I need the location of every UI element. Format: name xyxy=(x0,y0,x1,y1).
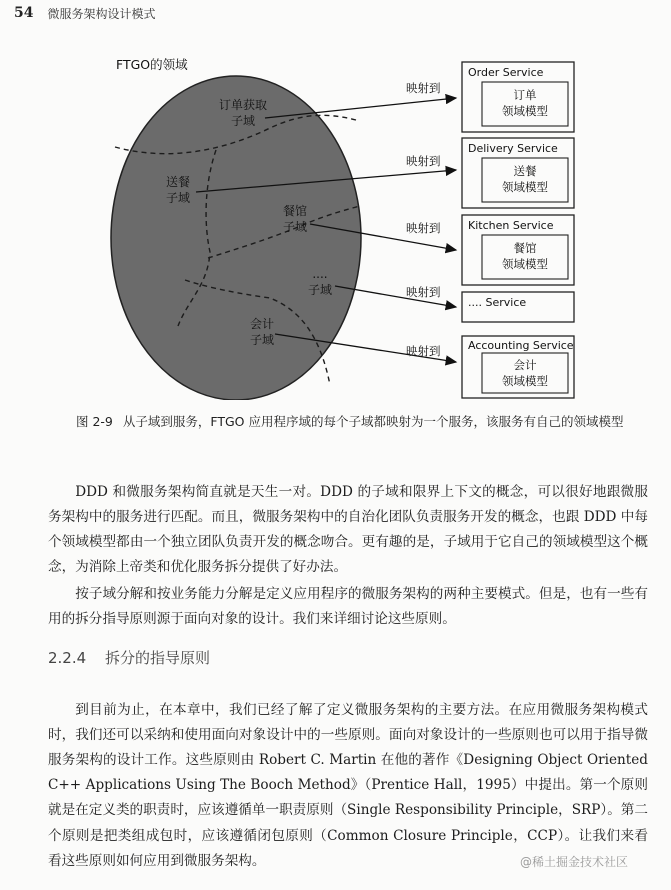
service-order xyxy=(462,62,574,132)
body-paragraph-decomposition: 按子域分解和按业务能力分解是定义应用程序的微服务架构的两种主要模式。但是，也有一些有用的拆分指导原则源于面向对象的设计。我们来详细讨论这些原则。 xyxy=(48,585,648,627)
service-delivery-name: Delivery Service xyxy=(468,142,558,155)
subdomain-order-suffix: 子域 xyxy=(230,114,256,128)
service-accounting xyxy=(462,336,574,398)
service-delivery xyxy=(462,138,574,208)
subdomain-service-diagram xyxy=(0,0,671,400)
service-delivery-model-label: 领域模型 xyxy=(502,180,548,194)
subdomain-misc-name: .... xyxy=(312,267,328,281)
body-paragraph-principles: 到目前为止，在本章中，我们已经了解了定义微服务架构的主要方法。在应用微服务架构模式时，我们还可以采纳和使用面向对象设计中的一些原则。面向对象设计的一些原则也可以用于指导微服务架构的设计工作。这些原则由 Robert C. Martin 在他的著作《Designing Object Oriented C++ Applications Using The Booch Method》（Prentice Hall，1995）中提出。第一个原则就是在定义类的职责时，应该遵循单一职责原则（Single Responsibility Principle，SRP）。第二个原则是把类组成包时，应该遵循闭包原则（Common Closure Principle，CCP）。让我们来看看这些原则如何应用到微服务架构。 xyxy=(48,701,648,869)
mapping-label-misc: 映射到 xyxy=(406,285,441,299)
section-number: 2.2.4 xyxy=(48,649,87,667)
subdomain-delivery-name: 送餐 xyxy=(165,175,191,189)
service-kitchen-name: Kitchen Service xyxy=(468,219,554,232)
mapping-label-order: 映射到 xyxy=(406,81,441,95)
subdomain-accounting-name: 会计 xyxy=(249,317,275,331)
section-title: 拆分的指导原则 xyxy=(104,649,210,667)
service-delivery-model-name: 送餐 xyxy=(513,164,537,178)
service-accounting-model-name: 会计 xyxy=(513,358,537,372)
service-order-model-label: 领域模型 xyxy=(502,104,548,118)
subdomain-misc-suffix: 子域 xyxy=(307,283,333,297)
domain-title: FTGO的领域 xyxy=(116,57,188,72)
figure-caption-label: 图 2-9 xyxy=(76,414,113,429)
figure-caption xyxy=(76,412,636,432)
service-accounting-name: Accounting Service xyxy=(468,339,574,352)
mapping-labels xyxy=(406,81,441,358)
subdomain-kitchen-name: 餐馆 xyxy=(282,204,308,218)
service-order-model-name: 订单 xyxy=(513,88,537,102)
watermark: @稀土掘金技术社区 xyxy=(520,855,629,869)
body-paragraph-ddd: DDD 和微服务架构简直就是天生一对。DDD 的子域和限界上下文的概念，可以很好地跟微服务架构中的服务进行匹配。而且，微服务架构中的自治化团队负责服务开发的概念，也跟 DDD 中每个领域模型都由一个独立团队负责开发的概念吻合。更有趣的是，子域用于它自己的领域模型这个概念，为消除上帝类和优化服务拆分提供了好办法。 xyxy=(48,483,648,576)
figure-caption-text: 从子域到服务，FTGO 应用程序域的每个子域都映射为一个服务，该服务有自己的领域模型 xyxy=(122,414,624,429)
running-title: 微服务架构设计模式 xyxy=(47,6,156,21)
service-misc-name: .... Service xyxy=(468,296,527,309)
mapping-label-delivery: 映射到 xyxy=(406,154,441,168)
service-accounting-model-label: 领域模型 xyxy=(502,374,548,388)
subdomain-accounting-suffix: 子域 xyxy=(249,333,275,347)
section-heading xyxy=(48,647,210,668)
service-kitchen xyxy=(462,215,574,285)
service-misc xyxy=(462,292,574,322)
mapping-label-kitchen: 映射到 xyxy=(406,221,441,235)
service-order-name: Order Service xyxy=(468,66,544,79)
service-kitchen-model-label: 领域模型 xyxy=(502,257,548,271)
subdomain-order-name: 订单获取 xyxy=(218,98,268,112)
subdomain-delivery-suffix: 子域 xyxy=(165,191,191,205)
page-number: 54 xyxy=(14,5,34,21)
mapping-label-accounting: 映射到 xyxy=(406,344,441,358)
subdomain-kitchen-suffix: 子域 xyxy=(282,220,308,234)
service-kitchen-model-name: 餐馆 xyxy=(513,241,537,255)
